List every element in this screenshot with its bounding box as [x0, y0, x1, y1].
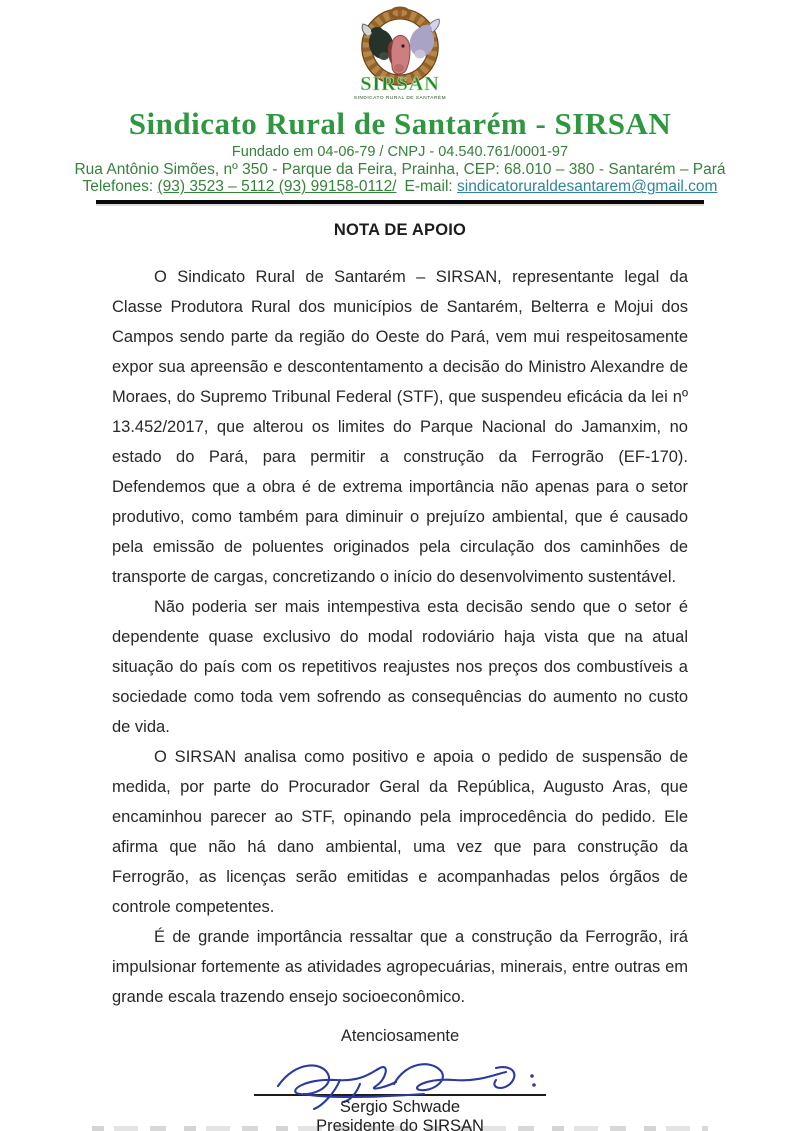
sirsan-logo [0, 6, 800, 104]
phones-label: Telefones: [82, 178, 158, 196]
address-line: Rua Antônio Simões, nº 350 - Parque da Feira, Prainha, CEP: 68.010 – 380 - Santarém – Pará [74, 160, 726, 178]
logo-caption: SINDICATO RURAL DE SANTARÉM [353, 96, 447, 101]
signer-role: Presidente do SIRSAN [316, 1117, 484, 1131]
logo-acronym: SIRSAN [360, 73, 440, 95]
letter-title: NOTA DE APOIO [333, 221, 467, 240]
body-paragraph-4: É de grande importância ressaltar que a construção da Ferrogrão, irá impulsionar fortemente as atividades agropecuárias, minerais, entre outras em grande escala trazendo ensejo socioeconômico. [112, 928, 688, 1007]
body-paragraph-2: Não poderia ser mais intempestiva esta decisão sendo que o setor é dependente quase exclusivo do modal rodoviário haja vista que na atual situação do país com os repetitivos reajustes nos preços dos combustíveis a sociedade como toda vem sofrendo as consequências do aumento no custo de vida. [112, 598, 688, 737]
email-label: E-mail: [404, 178, 458, 196]
letterhead [0, 0, 800, 204]
header-divider [96, 200, 704, 204]
sirsan-logo-icon [333, 6, 467, 104]
letter-body [0, 221, 800, 1131]
org-name: Sindicato Rural de Santarém - SIRSAN [128, 106, 672, 141]
phone-numbers: (93) 3523 – 5112 (93) 99158-0112/ [157, 178, 397, 196]
body-paragraph-3: O SIRSAN analisa como positivo e apoia o pedido de suspensão de medida, por parte do Procurador Geral da República, Augusto Aras, que encaminhou parecer ao STF, opinando pela improcedência do pedido. Ele afirma que não há dano ambiental, uma vez que para construção da Ferrogrão, as licenças serão emitidas e acompanhadas pelos órgãos de controle competentes. [112, 748, 688, 917]
signer-name: Sergio Schwade [339, 1098, 461, 1117]
contact-line [0, 179, 800, 196]
signature-block [112, 1050, 688, 1131]
cutoff-footer-artifact [92, 1126, 708, 1131]
body-paragraph-1: O Sindicato Rural de Santarém – SIRSAN, representante legal da Classe Produtora Rural dos municípios de Santarém, Belterra e Mojui dos Campos sendo parte da região do Oeste do Pará, vem mui respeitosamente expor sua apreensão e descontentamento a decisão do Ministro Alexandre de Moraes, do Supremo Tribunal Federal (STF), que suspendeu eficácia da lei nº 13.452/2017, que alterou os limites do Parque Nacional do Jamanxim, no estado do Pará, para permitir a construção da Ferrogrão (EF-170). Defendemos que a obra é de extrema importância não apenas para o setor produtivo, como também para diminuir o prejuízo ambiental, que é causado pela emissão de poluentes originados pela circulação dos caminhões de transporte de cargas, concretizando o início do desenvolvimento sustentável. [112, 268, 688, 587]
founded-line: Fundado em 04-06-79 / CNPJ - 04.540.761/0001-97 [231, 144, 569, 160]
email-link[interactable]: sindicatoruraldesantarem@gmail.com [457, 178, 718, 196]
closing-salutation: Atenciosamente [340, 1027, 460, 1046]
